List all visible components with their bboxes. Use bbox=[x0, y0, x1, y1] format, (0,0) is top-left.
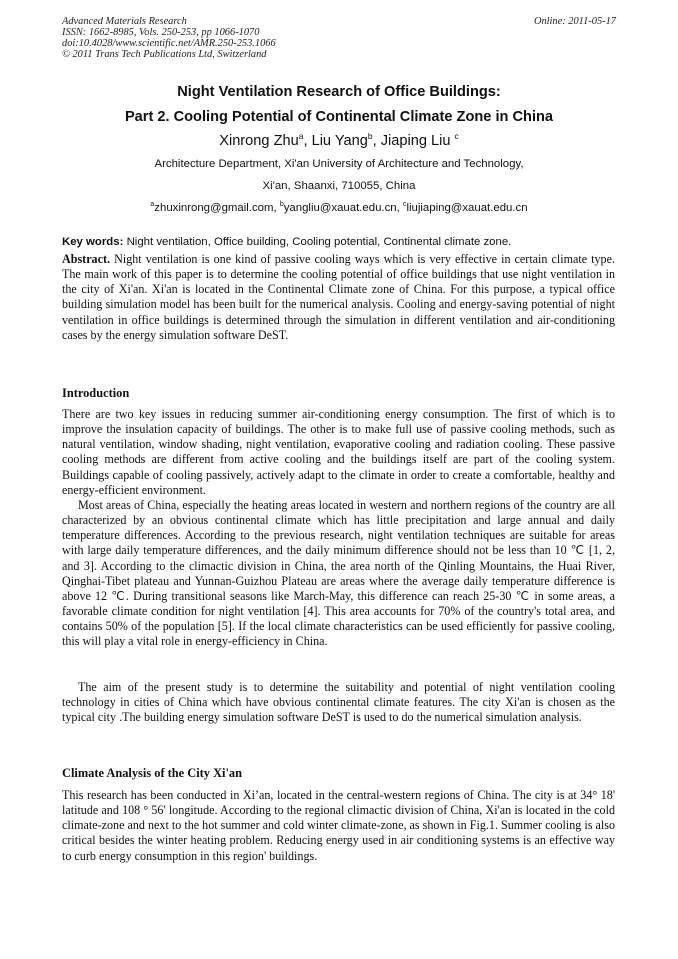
author-name: Jiaping Liu bbox=[380, 133, 451, 149]
paragraph-text: The aim of the present study is to determine the suitability and potential of night ventilation cooling technology in cities of China which have obvious continental climate features. The city Xi'an is chosen as the typical city .The building energy simulation software DeST is used to do the numerical simulation analysis. bbox=[62, 680, 615, 725]
affiliation-line1: Architecture Department, Xi'an University of Architecture and Technology, bbox=[154, 158, 524, 170]
paper-title-line2: Part 2. Cooling Potential of Continental Climate Zone in China bbox=[124, 109, 554, 125]
abstract-paragraph bbox=[62, 252, 615, 343]
author-superscript: a bbox=[298, 131, 304, 141]
journal-name: Advanced Materials Research bbox=[62, 16, 187, 27]
keywords-text: Night ventilation, Office building, Cooling potential, Continental climate zone. bbox=[126, 236, 512, 248]
abstract-text: Night ventilation is one kind of passive cooling ways which is very effective in certain climate type. The main work of this paper is to determine the cooling potential of office buildings that use night ventilation in the city of Xi'an. Xi'an is located in the Continental Climate zone of China. For this purpose, a typical office building simulation model has been built for the numerical analysis. Cooling and energy-saving potential of night ventilation in office buildings is determined through the simulation in different ventilation and air-conditioning cases by the energy simulation software DeST. bbox=[62, 252, 615, 342]
paragraph-text: Most areas of China, especially the heating areas located in western and northern regions of the country are all characterized by an obvious continental climate which has little precipitation and large annual and daily temperature differences. According to the previous research, night ventilation techniques are suitable for areas with large daily temperature differences, and the daily minimum difference should not be less than 10 ℃ [1, 2, and 3]. According to the climactic division in China, the area north of the Qinling Mountains, the Huai River, Qinghai-Tibet plateau and Yunnan-Guizhou Plateau are areas where the average daily temperature difference is above 12 ℃. During transitional seasons like March-May, this difference can reach 25-30 ℃ in some areas, a favorable climate condition for night ventilation [4]. This area accounts for 70% of the country's total area, and contains 50% of the population [5]. If the local climate characteristics can be used efficiently for passive cooling, this will play a vital role in energy-efficiency in China. bbox=[62, 498, 615, 649]
author-name: Liu Yang bbox=[311, 133, 368, 149]
introduction-paragraph-2 bbox=[62, 498, 615, 650]
journal-doi: doi:10.4028/www.scientific.net/AMR.250-253.1066 bbox=[62, 38, 276, 49]
introduction-paragraph-3 bbox=[62, 680, 615, 725]
email-superscript: a bbox=[150, 201, 155, 208]
section-heading-climate: Climate Analysis of the City Xi'an bbox=[62, 766, 243, 780]
paper-title-line1: Night Ventilation Research of Office Buildings: bbox=[177, 84, 501, 100]
journal-header bbox=[62, 16, 276, 60]
introduction-paragraph-1: There are two key issues in reducing summer air-conditioning energy consumption. The first of which is to improve the insulation capacity of buildings. The other is to make full use of passive cooling methods, such as natural ventilation, window shading, night ventilation, evaporative cooling and radiation cooling. These passive cooling methods are different from active cooling and the buildings itself are part of the cooling system. Buildings capable of cooling passively, actively adapt to the climate in order to create a comfortable, healthy and energy-efficient environment. bbox=[62, 407, 615, 497]
email-link[interactable]: liujiaping@xauat.edu.cn bbox=[406, 202, 528, 214]
climate-paragraph-1: This research has been conducted in Xi’an, located in the central-western regions of China. The city is at 34° 18' latitude and 108 ° 56' longitude. According to the regional climactic division of China, Xi'an is located in the cold climate-zone and next to the hot summer and cold winter climate-zone, as shown in Fig.1. Summer cooling is also critical besides the winter heating problem. Reducing energy used in air conditioning systems is an effective way to curb energy consumption in this region' buildings. bbox=[62, 788, 615, 863]
email-line bbox=[0, 201, 678, 214]
journal-issn: ISSN: 1662-8985, Vols. 250-253, pp 1066-1070 bbox=[62, 27, 260, 38]
author-list: Xinrong Zhu$^a$, Liu Yang$^b$, Jiaping Liu $^c$ bbox=[219, 131, 459, 149]
email-superscript: c bbox=[402, 201, 407, 208]
author-superscript: c bbox=[454, 131, 459, 141]
journal-copyright: © 2011 Trans Tech Publications Ltd, Switzerland bbox=[62, 49, 267, 60]
email-link[interactable]: zhuxinrong@gmail.com, bbox=[154, 202, 277, 214]
online-date: Online: 2011-05-17 bbox=[533, 16, 616, 27]
section-heading-introduction: Introduction bbox=[62, 386, 130, 400]
abstract-label: Abstract. bbox=[62, 252, 111, 266]
affiliation-line2: Xi'an, Shaanxi, 710055, China bbox=[262, 180, 416, 192]
author-name: Xinrong Zhu bbox=[219, 133, 299, 149]
author-superscript: b bbox=[367, 131, 373, 141]
keywords bbox=[62, 236, 511, 248]
email-link[interactable]: yangliu@xauat.edu.cn, bbox=[283, 202, 400, 214]
keywords-label: Key words: bbox=[62, 236, 124, 248]
email-superscript: b bbox=[279, 201, 284, 208]
